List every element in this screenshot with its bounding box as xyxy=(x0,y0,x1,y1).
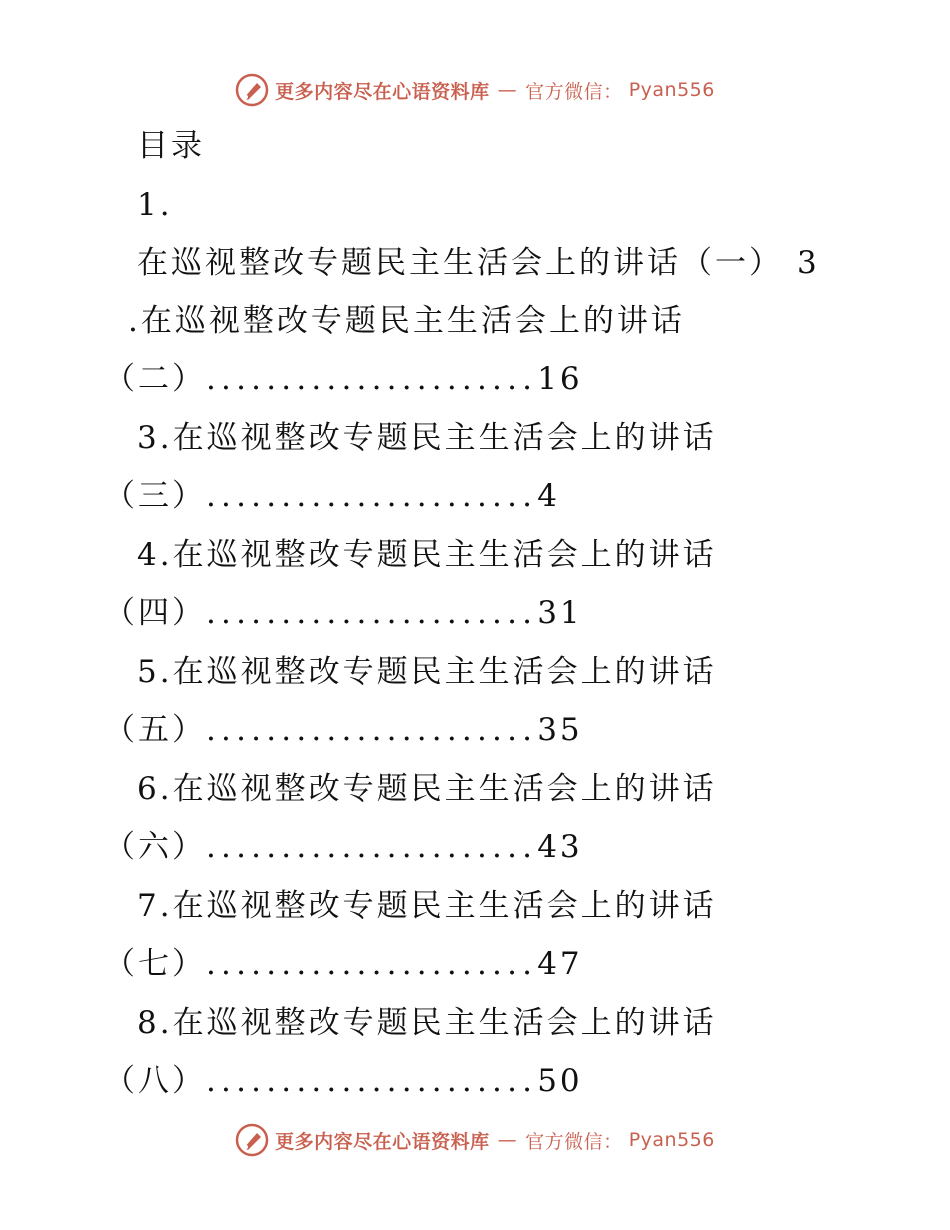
toc-entry-4-page: 31 xyxy=(537,595,583,631)
watermark-wechat-label: 官方微信： xyxy=(525,1130,623,1153)
toc-entry-7-page: 47 xyxy=(537,946,583,982)
toc-entry-3-title: 在巡视整改专题民主生活会上的讲话 xyxy=(172,420,717,456)
header-watermark xyxy=(0,70,950,110)
toc-entry-5-number: 5. xyxy=(137,654,173,690)
toc-entry-7-leader[interactable] xyxy=(104,944,583,984)
toc-entry-2-page: 16 xyxy=(537,361,583,397)
toc-entry-6[interactable] xyxy=(137,769,717,809)
watermark-site-name: 更多内容尽在心语资料库 xyxy=(275,1130,490,1153)
toc-entry-1-title: 在巡视整改专题民主生活会上的讲话（一） xyxy=(137,245,783,281)
toc-entry-4[interactable] xyxy=(137,535,717,575)
toc-entry-6-leader[interactable] xyxy=(104,827,583,867)
toc-entry-4-sub: （四） xyxy=(104,595,206,631)
toc-entry-1-page: 3 xyxy=(797,245,820,281)
toc-entry-7[interactable] xyxy=(137,886,717,926)
toc-entry-2-number: . xyxy=(128,303,141,339)
toc-entry-5-sub: （五） xyxy=(104,712,206,748)
toc-entry-8-dots: ...................... xyxy=(206,1063,538,1099)
toc-entry-3[interactable] xyxy=(137,418,717,458)
toc-entry-3-leader[interactable] xyxy=(104,476,560,516)
toc-entry-6-sub: （六） xyxy=(104,829,206,865)
toc-entry-2-dots: ...................... xyxy=(206,361,538,397)
toc-entry-4-leader[interactable] xyxy=(104,593,583,633)
toc-entry-2-sub: （二） xyxy=(104,361,206,397)
toc-entry-5-dots: ...................... xyxy=(206,712,538,748)
toc-entry-6-page: 43 xyxy=(537,829,583,865)
watermark-separator: — xyxy=(497,1129,518,1151)
footer-watermark xyxy=(0,1120,950,1160)
toc-entry-6-title: 在巡视整改专题民主生活会上的讲话 xyxy=(172,771,717,807)
watermark-wechat-label: 官方微信： xyxy=(525,80,623,103)
toc-entry-8-sub: （八） xyxy=(104,1063,206,1099)
toc-entry-3-page: 4 xyxy=(537,478,560,514)
watermark-site-name: 更多内容尽在心语资料库 xyxy=(275,80,490,103)
toc-entry-8-number: 8. xyxy=(137,1005,173,1041)
toc-entry-7-title: 在巡视整改专题民主生活会上的讲话 xyxy=(172,888,717,924)
toc-entry-1-number: 1. xyxy=(137,187,173,223)
toc-entry-3-sub: （三） xyxy=(104,478,206,514)
pen-nib-logo-icon xyxy=(235,73,269,107)
toc-entry-5-title: 在巡视整改专题民主生活会上的讲话 xyxy=(172,654,717,690)
toc-entry-5-leader[interactable] xyxy=(104,710,583,750)
toc-entry-8-leader[interactable] xyxy=(104,1061,583,1101)
toc-entry-3-number: 3. xyxy=(137,420,173,456)
toc-entry-3-dots: ...................... xyxy=(206,478,538,514)
toc-entry-4-dots: ...................... xyxy=(206,595,538,631)
toc-entry-8-title: 在巡视整改专题民主生活会上的讲话 xyxy=(172,1005,717,1041)
toc-entry-6-dots: ...................... xyxy=(206,829,538,865)
toc-entry-7-number: 7. xyxy=(137,888,173,924)
watermark-separator: — xyxy=(497,79,518,101)
toc-entry-2-title: 在巡视整改专题民主生活会上的讲话 xyxy=(140,303,685,339)
toc-entry-2[interactable] xyxy=(128,301,685,341)
toc-entry-6-number: 6. xyxy=(137,771,173,807)
toc-entry-8-page: 50 xyxy=(537,1063,583,1099)
toc-entry-1[interactable] xyxy=(137,243,820,283)
toc-entry-4-number: 4. xyxy=(137,537,173,573)
toc-entry-8[interactable] xyxy=(137,1003,717,1043)
toc-entry-5[interactable] xyxy=(137,652,717,692)
pen-nib-logo-icon xyxy=(235,1123,269,1157)
toc-entry-5-page: 35 xyxy=(537,712,583,748)
toc-entry-7-dots: ...................... xyxy=(206,946,538,982)
toc-entry-4-title: 在巡视整改专题民主生活会上的讲话 xyxy=(172,537,717,573)
toc-title: 目录 xyxy=(137,128,205,164)
watermark-handle: Pyan556 xyxy=(628,79,715,101)
toc-entry-7-sub: （七） xyxy=(104,946,206,982)
watermark-handle: Pyan556 xyxy=(628,1129,715,1151)
toc-entry-2-leader[interactable] xyxy=(104,359,583,399)
